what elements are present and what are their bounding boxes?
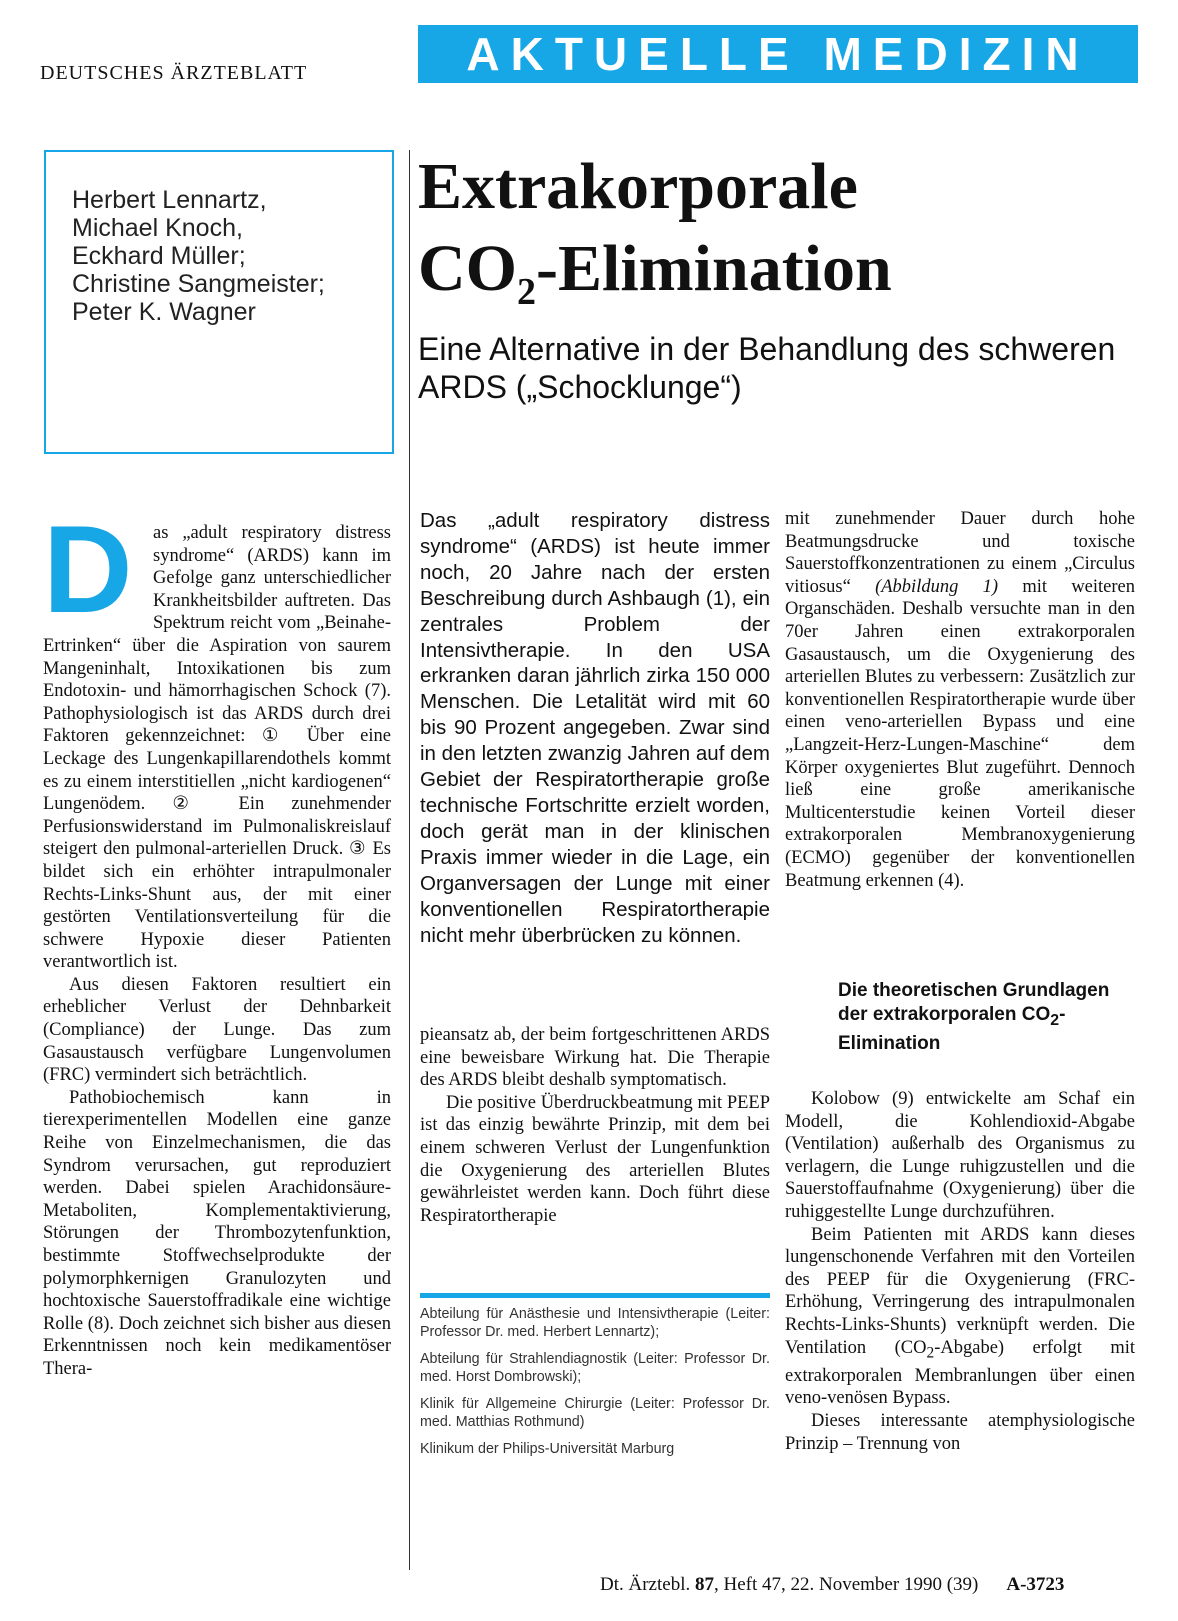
author: Herbert Lennartz,	[72, 186, 267, 214]
heading-text: -Elimination	[838, 1003, 1066, 1054]
author: Eckhard Müller;	[72, 242, 246, 270]
author: Michael Knoch,	[72, 214, 243, 242]
title-co: CO	[418, 232, 517, 305]
affiliation: Abteilung für Anästhesie und Intensivtherapie (Leiter: Professor Dr. med. Herbert Lennartz);	[420, 1306, 770, 1340]
column-1	[43, 501, 391, 1381]
page-number: A-3723	[1006, 1574, 1065, 1595]
volume: 87	[694, 1574, 714, 1595]
drop-cap: D	[43, 501, 133, 639]
lead-paragraph	[420, 508, 770, 948]
paragraph: Die positive Überdruckbeatmung mit PEEP ist das einzig bewährte Prinzip, mit dem bei einem schweren Verlust der Lungenfunktion die Oxygenierung des arteriellen Blutes gewährleistet werden kann. Doch führt diese Respiratortherapie	[420, 1092, 770, 1226]
column-3-continued	[785, 1088, 1135, 1455]
paragraph: pieansatz ab, der beim fortgeschrittenen ARDS eine beweisbare Wirkung hat. Die Therapie des ARDS bleibt deshalb symptomatisch.	[420, 1025, 770, 1091]
page-footer	[600, 1574, 1064, 1596]
text-run: -Abgabe) erfolgt mit extrakorporalen Membranlungen über einen veno-venösen Bypass.	[785, 1337, 1135, 1409]
affiliation: Klinikum der Philips-Universität Marburg	[420, 1441, 675, 1457]
heading-subscript: 2	[1050, 1011, 1060, 1029]
text-run: mit weiteren Organschäden. Deshalb versuchte man in den 70er Jahren einen extrakorporalen Gasaustausch, um die Oxygenierung des arteriellen Blutes zu verbessern: Zusätzlich zur konventionellen Respiratortherapie wurde über einen veno-arteriellen Bypass und eine „Langzeit-Herz-Lungen-Maschine“ dem Körper oxygeniertes Blut zugeführt. Dennoch ließ eine große amerikanische Multicenterstudie keinen Vorteil dieser extrakorporalen Membranoxygenierung (ECMO) gegenüber der konventionellen Beatmung erkennen (4).	[785, 576, 1136, 891]
paragraph	[785, 508, 1135, 892]
text-run: Beim Patienten mit ARDS kann dieses lungenschonende Verfahren mit den Vorteilen des PEEP für die Oxygenierung (FRC-Erhöhung, Verringerung des intrapulmonalen Rechts-Links-Shunts) verknüpft werden. Die Ventilation (CO	[785, 1224, 1135, 1358]
title-elimination: -Elimination	[536, 232, 892, 305]
footnote-rule	[420, 1293, 770, 1298]
journal-name: DEUTSCHES ÄRZTEBLATT	[40, 62, 308, 84]
paragraph: as „adult respiratory distress syndrome“ (ARDS) kann im Gefolge ganz unterschiedlicher Krankheitsbilder auftreten. Das Spektrum reicht vom „Beinahe-Ertrinken“ über die Aspiration von saurem Mangeninhalt, Intoxikationen bis zum Endotoxin- und hämorrhagischen Schock (7). Pathophysiologisch ist das ARDS durch drei Faktoren gekennzeichnet: ① Über eine Leckage des Lungenkapillarendothels kommt es zu einem interstitiellen „nicht kardiogenen“ Lungenödem. ② Ein zunehmender Perfusionswiderstand im Pulmonaliskreislauf steigert den pulmonal-arteriellen Druck. ③ Es bildet sich ein erhöhter intrapulmonaler Rechts-Links-Shunt aus, der mit einer gestörten Ventilationsverteilung für die schwere Hypoxie dieser Patienten verantwortlich ist.	[43, 523, 391, 973]
paragraph	[785, 1224, 1135, 1410]
paragraph: Pathobiochemisch kann in tierexperimentellen Modellen eine ganze Reihe von Einzelmechanismen, die das Syndrom verursachen, gut reproduziert werden. Dabei spielen Arachidonsäure-Metaboliten, Komplementaktivierung, Störungen der Thrombozytenfunktion, bestimmte Stoffwechselprodukte der polymorphkernigen Granulozyten und hochtoxische Sauerstoffradikale eine wichtige Rolle (8). Doch zeichnet sich bisher aus diesen Erkenntnissen noch kein medikamentöser Thera-	[43, 1087, 391, 1379]
section-banner: AKTUELLE MEDIZIN	[418, 25, 1138, 83]
journal-abbr: Dt. Ärztebl.	[600, 1574, 691, 1595]
affiliation: Abteilung für Strahlendiagnostik (Leiter: Professor Dr. med. Horst Dombrowski);	[420, 1351, 770, 1385]
text-run: mit zunehmender Dauer durch hohe Beatmungsdrucke und toxische Sauerstoffkonzentrationen zu einem „Circulus vitiosus“	[785, 509, 1135, 597]
section-heading	[838, 979, 1138, 1055]
paragraph: Aus diesen Faktoren resultiert ein erheblicher Verlust der Dehnbarkeit (Compliance) der Lunge. Das zum Gasaustausch verfügbare Lungenvolumen (FRC) vermindert sich beträchtlich.	[43, 974, 391, 1086]
author: Peter K. Wagner	[72, 298, 256, 326]
heading-text: Die theoretischen Grundlagen der extrakorporalen CO	[838, 980, 1110, 1025]
article-subtitle: Eine Alternative in der Behandlung des schweren ARDS („Schocklunge“)	[418, 331, 1116, 405]
lead-text: Das „adult respiratory distress syndrome“ (ARDS) ist heute immer noch, 20 Jahre nach der ersten Beschreibung durch Ashbaugh (1), ein zentrales Problem der Intensivtherapie. In den USA erkranken daran jährlich zirka 150 000 Menschen. Die Letalität wird mit 60 bis 90 Prozent angegeben. Zwar sind in den letzten zwanzig Jahren auf dem Gebiet der Respiratortherapie große technische Fortschritte erzielt worden, doch gerät man in der klinischen Praxis immer wieder in die Lage, ein Organversagen der Lunge mit einer konventionellen Respiratortherapie nicht mehr überbrücken zu können.	[420, 509, 770, 947]
author: Christine Sangmeister;	[72, 270, 325, 298]
column-3	[785, 508, 1135, 892]
title-line-1: Extrakorporale	[418, 150, 858, 223]
affiliations	[420, 1305, 770, 1467]
title-subscript: 2	[517, 271, 536, 313]
paragraph: Dieses interessante atemphysiologische Prinzip – Trennung von	[785, 1411, 1135, 1454]
title-line-2	[418, 228, 1138, 333]
affiliation: Klinik für Allgemeine Chirurgie (Leiter: Professor Dr. med. Matthias Rothmund)	[420, 1396, 770, 1430]
article-title	[418, 146, 1138, 333]
column-divider	[409, 150, 410, 1570]
author-list	[72, 186, 372, 326]
subscript: 2	[926, 1344, 935, 1362]
figure-reference: (Abbildung 1)	[875, 576, 999, 597]
paragraph: Kolobow (9) entwickelte am Schaf ein Modell, die Kohlendioxid-Abgabe (Ventilation) außerhalb des Organismus zu verlagern, die Lunge ruhigzustellen und die Sauerstoffaufnahme (Oxygenierung) über die ruhiggestellte Lunge durchzuführen.	[785, 1089, 1135, 1222]
issue-info: , Heft 47, 22. November 1990 (39)	[713, 1574, 979, 1595]
column-2	[420, 1024, 770, 1227]
